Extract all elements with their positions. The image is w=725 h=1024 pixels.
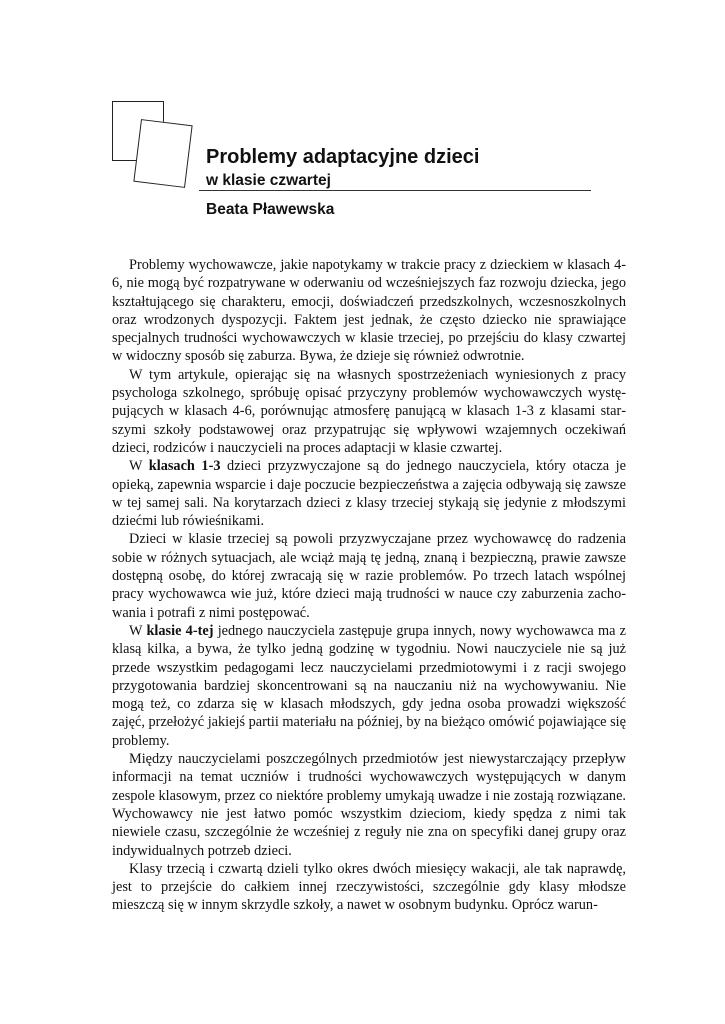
paragraph-2 xyxy=(112,366,626,457)
article-body xyxy=(112,256,626,915)
paragraph-3 xyxy=(112,457,626,530)
bold-phrase: klasach 1-3 xyxy=(148,458,221,475)
article-author: Beata Pławewska xyxy=(206,201,335,218)
paragraph-text: dzieci przyzwyczajone są do jednego nauczyciela, który otacza je opieką, zapewnia wsparcie i daje poczucie bezpieczeństwa a zajęcia odbywają się zawsze w tej samej sali. Na korytarzach dzieci z klasy trzeciej stykają się jedynie z młodszymi dziećmi lub rówieśnikami. xyxy=(112,458,626,530)
paragraph-text: Klasy trzecią i czwartą dzieli tylko okres dwóch miesięcy wakacji, ale tak naprawdę, jest to przejście do całkiem innej rzeczywistości, szczególnie gdy klasy młodsze mieszczą się w innym skrzydle szkoły, a nawet w osobnym budynku. Oprócz warun- xyxy=(112,860,626,914)
paragraph-text: W tym artykule, opierając się na własnych spostrzeżeniach wyniesionych z pracy psychologa szkolnego, spróbuję opisać przyczyny problemów wychowawczych występujących w klasach 4-6, porównując atmosferę panującą w klasach 1-3 z klasami starszymi szkoły podstawowej oraz przypatrując się wpływowi wzajemnych oczekiwań dzieci, rodziców i nauczycieli na proces adaptacji w klasie czwartej. xyxy=(112,366,626,456)
title-block xyxy=(206,146,591,191)
paragraph-text: jednego nauczyciela zastępuje grupa innych, nowy wychowawca ma z klasą kilka, a bywa, że tylko jedną godzinę w tygodniu. Nowi nauczyciele nie są już przede wszystkim pedagogami lecz nauczycielami przedmiotowymi i z racji swojego przygotowania bardziej skoncentrowani są na nauczaniu niż na wychowywaniu. Nie mogą też, co zdarza się w klasach młodszych, gdy jedna osoba prowadzi większość zajęć, przełożyć jakiejś partii materiału na później, by na bieżąco omówić pojawiające się problemy. xyxy=(112,622,627,749)
title-divider xyxy=(199,190,591,191)
paragraph-1 xyxy=(112,256,626,366)
sheet-front-icon xyxy=(133,119,192,188)
paragraph-text: W xyxy=(129,622,147,639)
paragraph-text: Dzieci w klasie trzeciej są powoli przyzwyczajane przez wychowawcę do radzenia sobie w różnych sytuacjach, ale wciąż mają tę jedną, znaną i bezpieczną, prawie zawsze dostępną osobę, do której zwracają się w razie problemów. Po trzech latach wspólnej pracy wychowawca wie już, które dzieci mają trudności w nauce czy zaburzenia zachowania i potrafi z nimi postępować. xyxy=(112,531,626,621)
paragraph-4 xyxy=(112,530,626,621)
paragraph-6 xyxy=(112,750,626,860)
bold-phrase: klasie 4-tej xyxy=(146,622,214,639)
paragraph-text: Problemy wychowawcze, jakie napotykamy w trakcie pracy z dzieckiem w klasach 4-6, nie mogą być rozpatrywane w oderwaniu od wcześniejszych faz rozwoju dziecka, jego kształtującego się charakteru, emocji, doświadczeń przedszkolnych, wczesnoszkolnych oraz wrodzonych dyspozycji. Faktem jest jednak, że często dziecko nie sprawiające specjalnych trudności wychowawczych w klasie trzeciej, po przejściu do klasy czwartej w widoczny sposób się zaburza. Bywa, że dzieje się również odwrotnie. xyxy=(112,257,626,365)
article-subtitle: w klasie czwartej xyxy=(206,172,331,189)
paragraph-5 xyxy=(112,622,626,750)
paragraph-7 xyxy=(112,860,626,915)
article-title: Problemy adaptacyjne dzieci xyxy=(206,146,480,168)
paragraph-text: W xyxy=(129,458,149,475)
paragraph-text: Między nauczycielami poszczególnych przedmiotów jest niewystarczający przepływ informacji na temat uczniów i trudności wychowawczych występujących w danym zespole klasowym, przez co niektóre problemy umykają uwadze i nie zostają rozwiązane. Wychowawcy nie jest łatwo pomóc wszystkim dzieciom, kiedy spędza z nimi tak niewiele czasu, szczególnie że wcześniej z reguły nie zna on specyfiki danej grupy oraz indywidualnych potrzeb dzieci. xyxy=(112,751,626,859)
